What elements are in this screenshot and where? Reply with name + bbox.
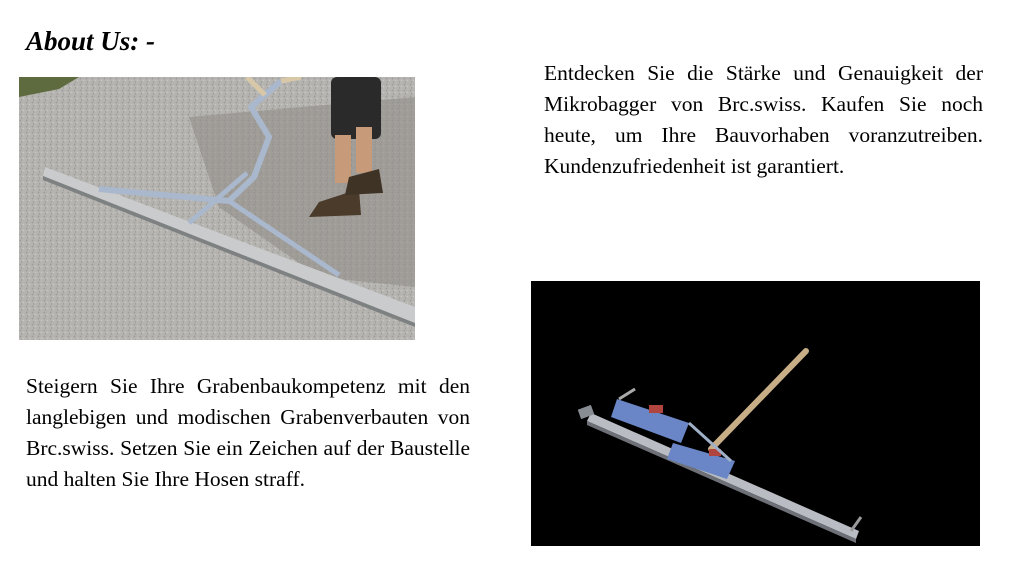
intro-paragraph: Entdecken Sie die Stärke und Genauigkeit der Mikrobagger von Brc.swiss. Kaufen Sie noch heute, um Ihre Bauvorhaben voranzutreiben. Kundenzufriedenheit ist garantiert. — [544, 61, 983, 178]
page-title: About Us: - — [26, 26, 156, 56]
screed-product-photo — [531, 281, 980, 546]
screed-on-gravel-photo — [19, 77, 415, 340]
trench-paragraph: Steigern Sie Ihre Grabenbaukompetenz mit den langlebigen und modischen Grabenverbauten von Brc.swiss. Setzen Sie ein Zeichen auf der Baustelle und halten Sie Ihre Hosen straff. — [26, 374, 470, 491]
